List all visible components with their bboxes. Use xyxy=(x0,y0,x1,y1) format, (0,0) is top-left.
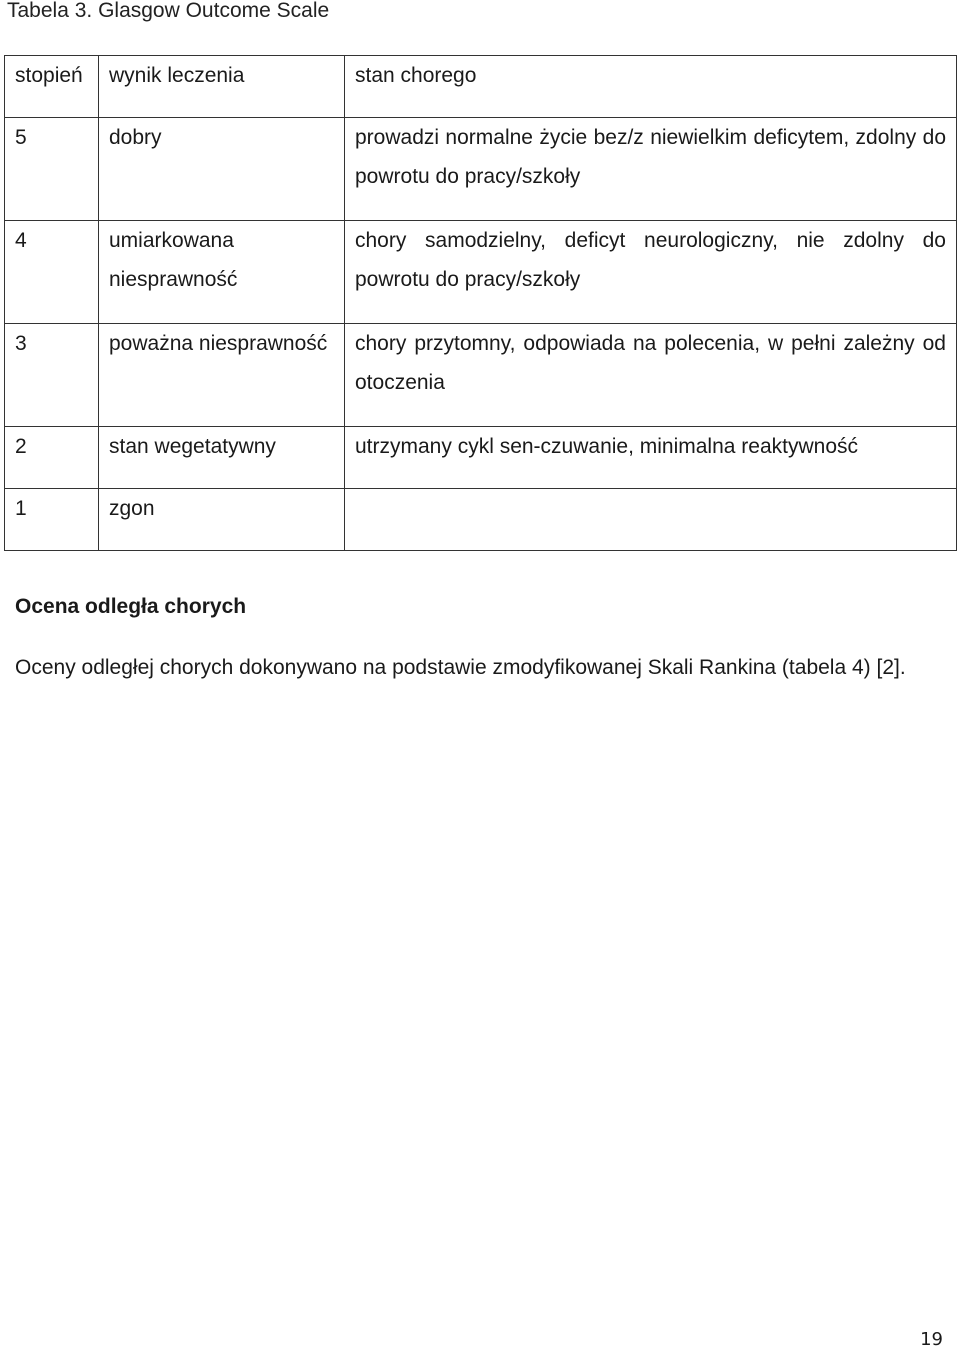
cell-outcome: dobry xyxy=(99,118,345,221)
cell-state: utrzymany cykl sen-czuwanie, minimalna reaktywność xyxy=(345,427,957,489)
cell-outcome: stan wegetatywny xyxy=(99,427,345,489)
header-cell-grade: stopień xyxy=(5,56,99,118)
header-cell-state: stan chorego xyxy=(345,56,957,118)
table-row xyxy=(5,221,957,324)
table-header-row xyxy=(5,56,957,118)
section-heading: Ocena odległa chorych xyxy=(15,595,247,618)
cell-outcome: umiarkowana niesprawność xyxy=(99,221,345,324)
cell-state xyxy=(345,489,957,551)
cell-grade: 1 xyxy=(5,489,99,551)
cell-grade: 3 xyxy=(5,324,99,427)
cell-outcome: poważna niesprawność xyxy=(99,324,345,427)
cell-grade: 4 xyxy=(5,221,99,324)
table-row xyxy=(5,489,957,551)
table-row xyxy=(5,427,957,489)
table-row xyxy=(5,324,957,427)
cell-state: chory przytomny, odpowiada na polecenia, w pełni zależny od otoczenia xyxy=(345,324,957,427)
cell-outcome: zgon xyxy=(99,489,345,551)
glasgow-outcome-table xyxy=(4,55,957,551)
table-caption: Tabela 3. Glasgow Outcome Scale xyxy=(7,0,330,22)
page-number: 19 xyxy=(920,1329,943,1350)
cell-state: chory samodzielny, deficyt neurologiczny, nie zdolny do powrotu do pracy/szkoły xyxy=(345,221,957,324)
table-row xyxy=(5,118,957,221)
cell-grade: 2 xyxy=(5,427,99,489)
section-paragraph: Oceny odległej chorych dokonywano na podstawie zmodyfikowanej Skali Rankina (tabela 4) [2]. xyxy=(15,656,906,679)
header-cell-outcome: wynik leczenia xyxy=(99,56,345,118)
cell-state: prowadzi normalne życie bez/z niewielkim deficytem, zdolny do powrotu do pracy/szkoły xyxy=(345,118,957,221)
cell-grade: 5 xyxy=(5,118,99,221)
